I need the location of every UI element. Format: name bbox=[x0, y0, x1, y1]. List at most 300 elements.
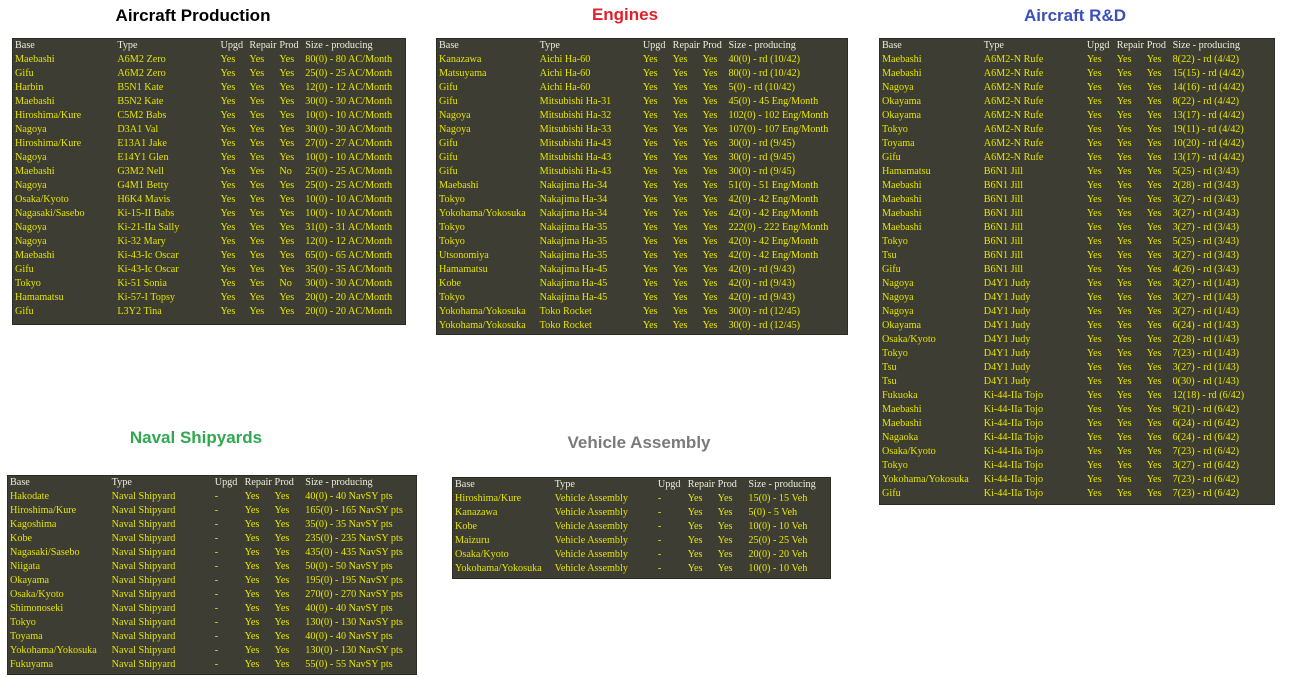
cell-type: Ki-44-IIa Tojo bbox=[983, 460, 1044, 471]
column-header-prod[interactable]: Prod bbox=[274, 477, 294, 488]
cell-prod: Yes bbox=[702, 124, 718, 135]
cell-base: Kagoshima bbox=[10, 519, 57, 530]
column-header-upgd[interactable]: Upgd bbox=[642, 40, 666, 51]
cell-size: 0(30) - rd (1/43) bbox=[1172, 376, 1240, 387]
table-row[interactable] bbox=[437, 109, 847, 123]
table-row[interactable] bbox=[8, 644, 416, 658]
cell-upgd: Yes bbox=[642, 250, 658, 261]
cell-base: Maizuru bbox=[455, 535, 490, 546]
cell-prod: Yes bbox=[274, 491, 290, 502]
cell-upgd: Yes bbox=[1086, 166, 1102, 177]
table-row[interactable] bbox=[13, 53, 405, 67]
cell-prod: Yes bbox=[1146, 54, 1162, 65]
table-row[interactable] bbox=[13, 67, 405, 81]
cell-base: Harbin bbox=[15, 82, 44, 93]
table-row[interactable] bbox=[13, 95, 405, 109]
table-row[interactable] bbox=[880, 305, 1274, 319]
table-row[interactable] bbox=[8, 658, 416, 672]
cell-size: 30(0) - rd (9/45) bbox=[728, 166, 795, 177]
table-row[interactable] bbox=[880, 361, 1274, 375]
cell-repair: Yes bbox=[687, 507, 703, 518]
table-row[interactable] bbox=[880, 417, 1274, 431]
table-row[interactable] bbox=[880, 109, 1274, 123]
cell-size: 35(0) - 35 NavSY pts bbox=[305, 519, 393, 530]
cell-prod: Yes bbox=[274, 603, 290, 614]
cell-repair: Yes bbox=[672, 292, 688, 303]
cell-size: 30(0) - rd (12/45) bbox=[728, 320, 801, 331]
cell-base: Yokohama/Yokosuka bbox=[455, 563, 542, 574]
table-row[interactable] bbox=[437, 305, 847, 319]
cell-repair: Yes bbox=[672, 124, 688, 135]
cell-repair: Yes bbox=[1116, 264, 1132, 275]
cell-upgd: Yes bbox=[1086, 250, 1102, 261]
cell-type: B5N1 Kate bbox=[117, 82, 164, 93]
cell-size: 42(0) - 42 Eng/Month bbox=[728, 250, 819, 261]
cell-repair: Yes bbox=[249, 152, 265, 163]
cell-base: Tokyo bbox=[439, 222, 465, 233]
cell-size: 13(17) - rd (4/42) bbox=[1172, 152, 1245, 163]
cell-repair: Yes bbox=[672, 96, 688, 107]
cell-size: 42(0) - 42 Eng/Month bbox=[728, 236, 819, 247]
table-row[interactable] bbox=[880, 277, 1274, 291]
table-row[interactable] bbox=[437, 263, 847, 277]
cell-type: Naval Shipyard bbox=[111, 631, 176, 642]
cell-size: 8(22) - rd (4/42) bbox=[1172, 96, 1240, 107]
cell-repair: Yes bbox=[672, 236, 688, 247]
table-row[interactable] bbox=[8, 602, 416, 616]
table-row[interactable] bbox=[880, 487, 1274, 501]
cell-base: Hamamatsu bbox=[882, 166, 931, 177]
cell-size: 45(0) - 45 Eng/Month bbox=[728, 96, 819, 107]
cell-prod: Yes bbox=[702, 278, 718, 289]
cell-upgd: - bbox=[214, 617, 219, 628]
column-header-upgd[interactable]: Upgd bbox=[214, 477, 238, 488]
cell-prod: Yes bbox=[717, 563, 733, 574]
cell-size: 222(0) - 222 Eng/Month bbox=[728, 222, 829, 233]
cell-size: 3(27) - rd (1/43) bbox=[1172, 292, 1240, 303]
cell-size: 165(0) - 165 NavSY pts bbox=[305, 505, 403, 516]
column-header-repair[interactable]: Repair bbox=[672, 40, 700, 51]
cell-type: Aichi Ha-60 bbox=[539, 82, 591, 93]
cell-prod: Yes bbox=[279, 194, 295, 205]
cell-prod: Yes bbox=[279, 306, 295, 317]
table-row[interactable] bbox=[880, 333, 1274, 347]
cell-repair: Yes bbox=[249, 264, 265, 275]
cell-type: D4Y1 Judy bbox=[983, 306, 1031, 317]
column-header-base[interactable]: Base bbox=[882, 40, 902, 51]
cell-repair: Yes bbox=[1116, 222, 1132, 233]
cell-type: B6N1 Jill bbox=[983, 208, 1024, 219]
cell-upgd: Yes bbox=[220, 278, 236, 289]
table-row[interactable] bbox=[880, 319, 1274, 333]
cell-size: 31(0) - 31 AC/Month bbox=[305, 222, 393, 233]
cell-base: Yokohama/Yokosuka bbox=[439, 306, 526, 317]
cell-prod: Yes bbox=[1146, 138, 1162, 149]
table-row[interactable] bbox=[880, 445, 1274, 459]
cell-base: Osaka/Kyoto bbox=[10, 589, 64, 600]
column-header-prod[interactable]: Prod bbox=[1146, 40, 1166, 51]
table-row[interactable] bbox=[880, 235, 1274, 249]
cell-base: Kanazawa bbox=[439, 54, 482, 65]
column-header-type[interactable]: Type bbox=[117, 40, 138, 51]
cell-prod: Yes bbox=[1146, 152, 1162, 163]
cell-type: Mitsubishi Ha-43 bbox=[539, 166, 612, 177]
cell-size: 42(0) - 42 Eng/Month bbox=[728, 208, 819, 219]
cell-base: Kobe bbox=[10, 533, 33, 544]
naval-shipyards-panel bbox=[7, 475, 417, 675]
cell-upgd: Yes bbox=[642, 68, 658, 79]
cell-prod: Yes bbox=[702, 138, 718, 149]
table-row[interactable] bbox=[880, 291, 1274, 305]
cell-repair: Yes bbox=[249, 236, 265, 247]
table-row[interactable] bbox=[880, 473, 1274, 487]
cell-base: Nagoya bbox=[15, 222, 47, 233]
cell-base: Gifu bbox=[439, 96, 458, 107]
table-row[interactable] bbox=[880, 67, 1274, 81]
table-row[interactable] bbox=[880, 249, 1274, 263]
cell-base: Tokyo bbox=[439, 236, 465, 247]
cell-upgd: Yes bbox=[1086, 488, 1102, 499]
column-header-size[interactable]: Size - producing bbox=[728, 40, 796, 51]
cell-upgd: - bbox=[657, 493, 662, 504]
table-row[interactable] bbox=[453, 562, 830, 576]
cell-repair: Yes bbox=[1116, 488, 1132, 499]
table-row[interactable] bbox=[437, 291, 847, 305]
cell-base: Yokohama/Yokosuka bbox=[10, 645, 97, 656]
cell-upgd: Yes bbox=[1086, 110, 1102, 121]
column-header-base[interactable]: Base bbox=[10, 477, 30, 488]
cell-upgd: Yes bbox=[1086, 320, 1102, 331]
table-row[interactable] bbox=[880, 123, 1274, 137]
cell-type: Nakajima Ha-35 bbox=[539, 222, 608, 233]
table-row[interactable] bbox=[880, 137, 1274, 151]
cell-prod: Yes bbox=[1146, 390, 1162, 401]
column-header-prod[interactable]: Prod bbox=[702, 40, 722, 51]
cell-size: 5(25) - rd (3/43) bbox=[1172, 236, 1240, 247]
cell-repair: Yes bbox=[672, 320, 688, 331]
cell-size: 7(23) - rd (6/42) bbox=[1172, 488, 1240, 499]
cell-repair: Yes bbox=[1116, 390, 1132, 401]
column-header-prod[interactable]: Prod bbox=[279, 40, 299, 51]
table-row[interactable] bbox=[8, 560, 416, 574]
table-row[interactable] bbox=[453, 492, 830, 506]
cell-prod: Yes bbox=[1146, 110, 1162, 121]
cell-type: A6M2-N Rufe bbox=[983, 96, 1044, 107]
table-row[interactable] bbox=[437, 95, 847, 109]
cell-type: A6M2 Zero bbox=[117, 54, 166, 65]
table-row[interactable] bbox=[13, 249, 405, 263]
table-row[interactable] bbox=[437, 123, 847, 137]
cell-repair: Yes bbox=[244, 617, 260, 628]
cell-base: Maebashi bbox=[882, 180, 922, 191]
cell-repair: Yes bbox=[672, 278, 688, 289]
cell-prod: Yes bbox=[279, 138, 295, 149]
cell-prod: Yes bbox=[1146, 292, 1162, 303]
table-row[interactable] bbox=[13, 179, 405, 193]
cell-type: B6N1 Jill bbox=[983, 222, 1024, 233]
cell-base: Maebashi bbox=[882, 404, 922, 415]
column-header-size[interactable]: Size - producing bbox=[1172, 40, 1240, 51]
column-header-size[interactable]: Size - producing bbox=[748, 479, 816, 490]
cell-base: Nagoya bbox=[439, 124, 471, 135]
cell-upgd: Yes bbox=[642, 208, 658, 219]
table-row[interactable] bbox=[13, 165, 405, 179]
column-header-repair[interactable]: Repair bbox=[687, 479, 715, 490]
table-row[interactable] bbox=[437, 165, 847, 179]
table-row[interactable] bbox=[880, 389, 1274, 403]
table-row[interactable] bbox=[13, 291, 405, 305]
cell-repair: Yes bbox=[244, 603, 260, 614]
cell-upgd: Yes bbox=[1086, 264, 1102, 275]
table-row[interactable] bbox=[437, 221, 847, 235]
cell-prod: Yes bbox=[1146, 278, 1162, 289]
cell-size: 3(27) - rd (3/43) bbox=[1172, 208, 1240, 219]
table-row[interactable] bbox=[13, 221, 405, 235]
cell-type: Vehicle Assembly bbox=[554, 549, 628, 560]
table-row[interactable] bbox=[8, 518, 416, 532]
table-row[interactable] bbox=[13, 81, 405, 95]
cell-upgd: Yes bbox=[642, 194, 658, 205]
cell-upgd: Yes bbox=[220, 124, 236, 135]
table-row[interactable] bbox=[437, 319, 847, 333]
table-row[interactable] bbox=[453, 548, 830, 562]
table-row[interactable] bbox=[880, 179, 1274, 193]
table-row[interactable] bbox=[13, 263, 405, 277]
column-header-size[interactable]: Size - producing bbox=[305, 477, 373, 488]
cell-size: 25(0) - 25 AC/Month bbox=[305, 180, 393, 191]
column-header-repair[interactable]: Repair bbox=[244, 477, 272, 488]
cell-size: 3(27) - rd (1/43) bbox=[1172, 278, 1240, 289]
cell-repair: Yes bbox=[1116, 250, 1132, 261]
table-row[interactable] bbox=[880, 165, 1274, 179]
table-row[interactable] bbox=[8, 532, 416, 546]
column-header-repair[interactable]: Repair bbox=[1116, 40, 1144, 51]
cell-base: Tokyo bbox=[439, 292, 465, 303]
table-row[interactable] bbox=[8, 490, 416, 504]
table-row[interactable] bbox=[453, 534, 830, 548]
cell-size: 12(0) - 12 AC/Month bbox=[305, 82, 393, 93]
table-row[interactable] bbox=[8, 546, 416, 560]
cell-base: Nagoya bbox=[882, 306, 914, 317]
column-header-type[interactable]: Type bbox=[983, 40, 1004, 51]
table-row[interactable] bbox=[437, 137, 847, 151]
cell-base: Maebashi bbox=[882, 194, 922, 205]
cell-prod: Yes bbox=[702, 306, 718, 317]
vehicle-assembly-panel bbox=[452, 477, 831, 579]
table-row[interactable] bbox=[880, 403, 1274, 417]
table-row[interactable] bbox=[13, 109, 405, 123]
table-row[interactable] bbox=[13, 193, 405, 207]
table-row[interactable] bbox=[13, 123, 405, 137]
cell-base: Tokyo bbox=[882, 460, 908, 471]
cell-upgd: Yes bbox=[1086, 292, 1102, 303]
table-row[interactable] bbox=[880, 347, 1274, 361]
cell-prod: Yes bbox=[1146, 82, 1162, 93]
cell-type: B6N1 Jill bbox=[983, 194, 1024, 205]
cell-upgd: Yes bbox=[220, 236, 236, 247]
cell-type: B6N1 Jill bbox=[983, 166, 1024, 177]
column-header-base[interactable]: Base bbox=[15, 40, 35, 51]
table-row[interactable] bbox=[13, 277, 405, 291]
cell-repair: Yes bbox=[249, 110, 265, 121]
cell-repair: Yes bbox=[672, 208, 688, 219]
table-row[interactable] bbox=[437, 207, 847, 221]
cell-prod: Yes bbox=[1146, 320, 1162, 331]
table-row[interactable] bbox=[13, 305, 405, 319]
table-row[interactable] bbox=[880, 459, 1274, 473]
table-row[interactable] bbox=[13, 137, 405, 151]
table-row[interactable] bbox=[437, 53, 847, 67]
cell-repair: Yes bbox=[244, 575, 260, 586]
column-header-size[interactable]: Size - producing bbox=[305, 40, 373, 51]
cell-base: Tsu bbox=[882, 250, 897, 261]
table-row[interactable] bbox=[437, 179, 847, 193]
column-header-base[interactable]: Base bbox=[455, 479, 475, 490]
table-row[interactable] bbox=[437, 151, 847, 165]
table-row[interactable] bbox=[880, 53, 1274, 67]
cell-type: Nakajima Ha-34 bbox=[539, 180, 608, 191]
table-row[interactable] bbox=[453, 520, 830, 534]
cell-prod: Yes bbox=[702, 152, 718, 163]
cell-upgd: Yes bbox=[1086, 82, 1102, 93]
cell-size: 270(0) - 270 NavSY pts bbox=[305, 589, 403, 600]
column-header-upgd[interactable]: Upgd bbox=[220, 40, 244, 51]
cell-repair: Yes bbox=[1116, 460, 1132, 471]
cell-repair: Yes bbox=[1116, 292, 1132, 303]
cell-type: G4M1 Betty bbox=[117, 180, 169, 191]
table-row[interactable] bbox=[13, 207, 405, 221]
cell-size: 5(25) - rd (3/43) bbox=[1172, 166, 1240, 177]
table-row[interactable] bbox=[8, 574, 416, 588]
table-row[interactable] bbox=[437, 249, 847, 263]
table-row[interactable] bbox=[437, 81, 847, 95]
table-row[interactable] bbox=[453, 506, 830, 520]
cell-size: 10(0) - 10 Veh bbox=[748, 521, 808, 532]
cell-prod: Yes bbox=[279, 96, 295, 107]
column-header-type[interactable]: Type bbox=[111, 477, 132, 488]
cell-repair: Yes bbox=[687, 549, 703, 560]
table-row[interactable] bbox=[13, 235, 405, 249]
cell-size: 40(0) - rd (10/42) bbox=[728, 54, 801, 65]
table-row[interactable] bbox=[437, 193, 847, 207]
aircraft-production-title: Aircraft Production bbox=[115, 6, 271, 25]
table-row[interactable] bbox=[880, 221, 1274, 235]
column-header-upgd[interactable]: Upgd bbox=[1086, 40, 1110, 51]
cell-upgd: Yes bbox=[642, 236, 658, 247]
cell-size: 25(0) - 25 Veh bbox=[748, 535, 808, 546]
cell-repair: Yes bbox=[244, 519, 260, 530]
cell-upgd: Yes bbox=[1086, 418, 1102, 429]
cell-repair: Yes bbox=[249, 222, 265, 233]
table-row[interactable] bbox=[8, 630, 416, 644]
table-row[interactable] bbox=[880, 431, 1274, 445]
cell-base: Tokyo bbox=[15, 278, 41, 289]
cell-prod: Yes bbox=[279, 124, 295, 135]
column-header-type[interactable]: Type bbox=[554, 479, 575, 490]
cell-prod: Yes bbox=[274, 561, 290, 572]
cell-prod: Yes bbox=[279, 54, 295, 65]
cell-base: Yokohama/Yokosuka bbox=[439, 208, 526, 219]
cell-size: 51(0) - 51 Eng/Month bbox=[728, 180, 819, 191]
cell-upgd: - bbox=[214, 659, 219, 670]
cell-size: 25(0) - 25 AC/Month bbox=[305, 166, 393, 177]
table-row[interactable] bbox=[880, 81, 1274, 95]
cell-repair: Yes bbox=[1116, 348, 1132, 359]
cell-base: Fukuoka bbox=[882, 390, 918, 401]
column-header-repair[interactable]: Repair bbox=[249, 40, 277, 51]
table-row[interactable] bbox=[880, 375, 1274, 389]
cell-upgd: Yes bbox=[220, 194, 236, 205]
column-header-upgd[interactable]: Upgd bbox=[657, 479, 681, 490]
cell-prod: Yes bbox=[1146, 180, 1162, 191]
cell-base: Gifu bbox=[882, 152, 901, 163]
cell-base: Osaka/Kyoto bbox=[882, 334, 936, 345]
table-row[interactable] bbox=[437, 235, 847, 249]
cell-type: Ki-21-IIa Sally bbox=[117, 222, 180, 233]
cell-repair: Yes bbox=[1116, 180, 1132, 191]
column-header-base[interactable]: Base bbox=[439, 40, 459, 51]
cell-upgd: Yes bbox=[1086, 278, 1102, 289]
aircraft-production-panel bbox=[12, 38, 406, 325]
header-row bbox=[13, 39, 405, 53]
table-row[interactable] bbox=[13, 151, 405, 165]
column-header-type[interactable]: Type bbox=[539, 40, 560, 51]
header-row bbox=[8, 476, 416, 490]
cell-type: Naval Shipyard bbox=[111, 575, 176, 586]
table-row[interactable] bbox=[880, 151, 1274, 165]
table-row[interactable] bbox=[880, 263, 1274, 277]
cell-repair: Yes bbox=[672, 194, 688, 205]
cell-type: B6N1 Jill bbox=[983, 250, 1024, 261]
cell-prod: Yes bbox=[274, 547, 290, 558]
table-row[interactable] bbox=[8, 616, 416, 630]
cell-base: Utsonomiya bbox=[439, 250, 489, 261]
data-table bbox=[880, 39, 1274, 501]
table-row[interactable] bbox=[8, 504, 416, 518]
cell-type: C5M2 Babs bbox=[117, 110, 167, 121]
cell-size: 80(0) - rd (10/42) bbox=[728, 68, 801, 79]
cell-size: 30(0) - rd (9/45) bbox=[728, 138, 795, 149]
cell-base: Hiroshima/Kure bbox=[10, 505, 77, 516]
cell-prod: Yes bbox=[274, 505, 290, 516]
cell-base: Gifu bbox=[15, 68, 34, 79]
cell-prod: Yes bbox=[274, 575, 290, 586]
table-row[interactable] bbox=[880, 207, 1274, 221]
cell-size: 10(0) - 10 AC/Month bbox=[305, 152, 393, 163]
cell-prod: Yes bbox=[1146, 348, 1162, 359]
cell-base: Shimonoseki bbox=[10, 603, 64, 614]
cell-base: Toyama bbox=[10, 631, 43, 642]
cell-type: Naval Shipyard bbox=[111, 589, 176, 600]
cell-repair: Yes bbox=[1116, 152, 1132, 163]
cell-size: 107(0) - 107 Eng/Month bbox=[728, 124, 829, 135]
cell-type: Ki-32 Mary bbox=[117, 236, 166, 247]
column-header-prod[interactable]: Prod bbox=[717, 479, 737, 490]
cell-upgd: Yes bbox=[220, 208, 236, 219]
cell-type: Vehicle Assembly bbox=[554, 521, 628, 532]
cell-size: 40(0) - 40 NavSY pts bbox=[305, 491, 393, 502]
cell-base: Nagasaki/Sasebo bbox=[10, 547, 80, 558]
table-row[interactable] bbox=[437, 67, 847, 81]
cell-repair: Yes bbox=[1116, 278, 1132, 289]
table-row[interactable] bbox=[880, 95, 1274, 109]
cell-size: 5(0) - 5 Veh bbox=[748, 507, 798, 518]
cell-type: B6N1 Jill bbox=[983, 236, 1024, 247]
cell-type: Naval Shipyard bbox=[111, 561, 176, 572]
table-row[interactable] bbox=[880, 193, 1274, 207]
table-row[interactable] bbox=[437, 277, 847, 291]
table-row[interactable] bbox=[8, 588, 416, 602]
